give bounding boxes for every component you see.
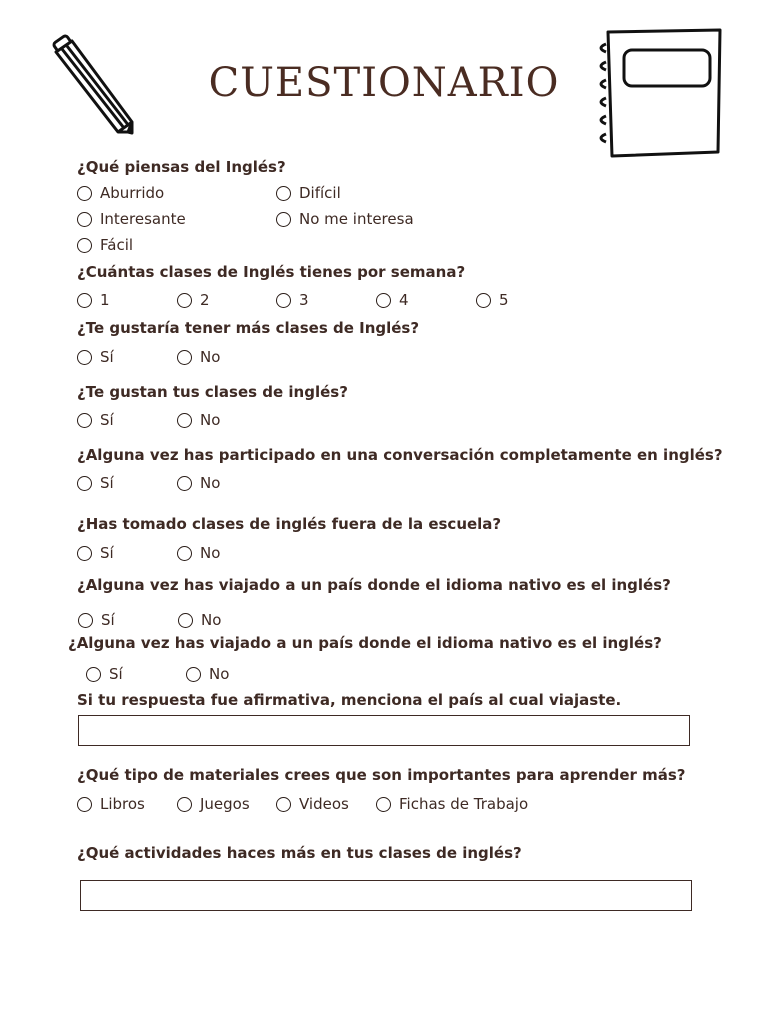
question-9: Si tu respuesta fue afirmativa, menciona el país al cual viajaste. [77, 691, 622, 709]
radio-icon[interactable] [77, 350, 92, 365]
option-label: 2 [200, 291, 210, 309]
option-label: Videos [299, 795, 349, 813]
option-si[interactable] [77, 348, 114, 366]
option-label: No [200, 348, 221, 366]
option-5[interactable] [476, 291, 509, 309]
radio-icon[interactable] [77, 413, 92, 428]
option-label: No [200, 544, 221, 562]
radio-icon[interactable] [78, 613, 93, 628]
option-label: Libros [100, 795, 145, 813]
activities-answer-field[interactable] [80, 880, 692, 911]
option-si[interactable] [77, 411, 114, 429]
option-aburrido[interactable] [77, 184, 164, 202]
radio-icon[interactable] [476, 293, 491, 308]
option-label: No [200, 411, 221, 429]
question-1: ¿Qué piensas del Inglés? [77, 158, 286, 176]
radio-icon[interactable] [186, 667, 201, 682]
radio-icon[interactable] [376, 293, 391, 308]
option-label: No me interesa [299, 210, 414, 228]
option-si[interactable] [86, 665, 123, 683]
option-no[interactable] [177, 544, 220, 562]
option-no[interactable] [178, 611, 221, 629]
question-5: ¿Alguna vez has participado en una conversación completamente en inglés? [77, 446, 723, 464]
option-interesante[interactable] [77, 210, 186, 228]
option-label: Sí [100, 411, 114, 429]
radio-icon[interactable] [177, 476, 192, 491]
question-3: ¿Te gustaría tener más clases de Inglés? [77, 319, 420, 337]
option-label: Juegos [200, 795, 250, 813]
option-fichas-de-trabajo[interactable] [376, 795, 528, 813]
option-no[interactable] [177, 474, 220, 492]
option-dificil[interactable] [276, 184, 341, 202]
option-label: No [209, 665, 230, 683]
radio-icon[interactable] [77, 212, 92, 227]
radio-icon[interactable] [276, 212, 291, 227]
radio-icon[interactable] [77, 186, 92, 201]
option-1[interactable] [77, 291, 110, 309]
question-2: ¿Cuántas clases de Inglés tienes por semana? [77, 263, 466, 281]
radio-icon[interactable] [276, 797, 291, 812]
page-title: CUESTIONARIO [208, 60, 560, 106]
question-10: ¿Qué tipo de materiales crees que son importantes para aprender más? [77, 766, 686, 784]
option-si[interactable] [77, 474, 114, 492]
question-6: ¿Has tomado clases de inglés fuera de la escuela? [77, 515, 502, 533]
option-no[interactable] [177, 348, 220, 366]
option-videos[interactable] [276, 795, 349, 813]
radio-icon[interactable] [77, 293, 92, 308]
option-label: Fichas de Trabajo [399, 795, 529, 813]
option-label: Sí [100, 348, 114, 366]
radio-icon[interactable] [177, 546, 192, 561]
radio-icon[interactable] [276, 186, 291, 201]
radio-icon[interactable] [177, 350, 192, 365]
option-label: 5 [499, 291, 509, 309]
radio-icon[interactable] [77, 476, 92, 491]
radio-icon[interactable] [77, 238, 92, 253]
country-answer-field[interactable] [78, 715, 690, 746]
radio-icon[interactable] [376, 797, 391, 812]
radio-icon[interactable] [178, 613, 193, 628]
radio-icon[interactable] [77, 797, 92, 812]
option-label: Sí [100, 474, 114, 492]
option-label: Fácil [100, 236, 134, 254]
option-label: Sí [109, 665, 123, 683]
radio-icon[interactable] [86, 667, 101, 682]
option-libros[interactable] [77, 795, 145, 813]
question-8: ¿Alguna vez has viajado a un país donde el idioma nativo es el inglés? [68, 634, 662, 652]
option-no[interactable] [186, 665, 229, 683]
option-label: Sí [101, 611, 115, 629]
question-11: ¿Qué actividades haces más en tus clases de inglés? [77, 844, 522, 862]
option-label: Sí [100, 544, 114, 562]
option-no-me-interesa[interactable] [276, 210, 414, 228]
radio-icon[interactable] [276, 293, 291, 308]
option-no[interactable] [177, 411, 220, 429]
radio-icon[interactable] [177, 293, 192, 308]
option-facil[interactable] [77, 236, 133, 254]
option-label: 3 [299, 291, 309, 309]
option-2[interactable] [177, 291, 210, 309]
question-4: ¿Te gustan tus clases de inglés? [77, 383, 348, 401]
radio-icon[interactable] [177, 413, 192, 428]
option-3[interactable] [276, 291, 309, 309]
option-label: Difícil [299, 184, 341, 202]
option-label: Aburrido [100, 184, 165, 202]
option-si[interactable] [78, 611, 115, 629]
option-juegos[interactable] [177, 795, 250, 813]
option-label: Interesante [100, 210, 186, 228]
question-7: ¿Alguna vez has viajado a un país donde el idioma nativo es el inglés? [77, 576, 671, 594]
option-label: No [200, 474, 221, 492]
option-label: No [201, 611, 222, 629]
option-4[interactable] [376, 291, 409, 309]
radio-icon[interactable] [177, 797, 192, 812]
radio-icon[interactable] [77, 546, 92, 561]
option-si[interactable] [77, 544, 114, 562]
option-label: 4 [399, 291, 409, 309]
option-label: 1 [100, 291, 110, 309]
